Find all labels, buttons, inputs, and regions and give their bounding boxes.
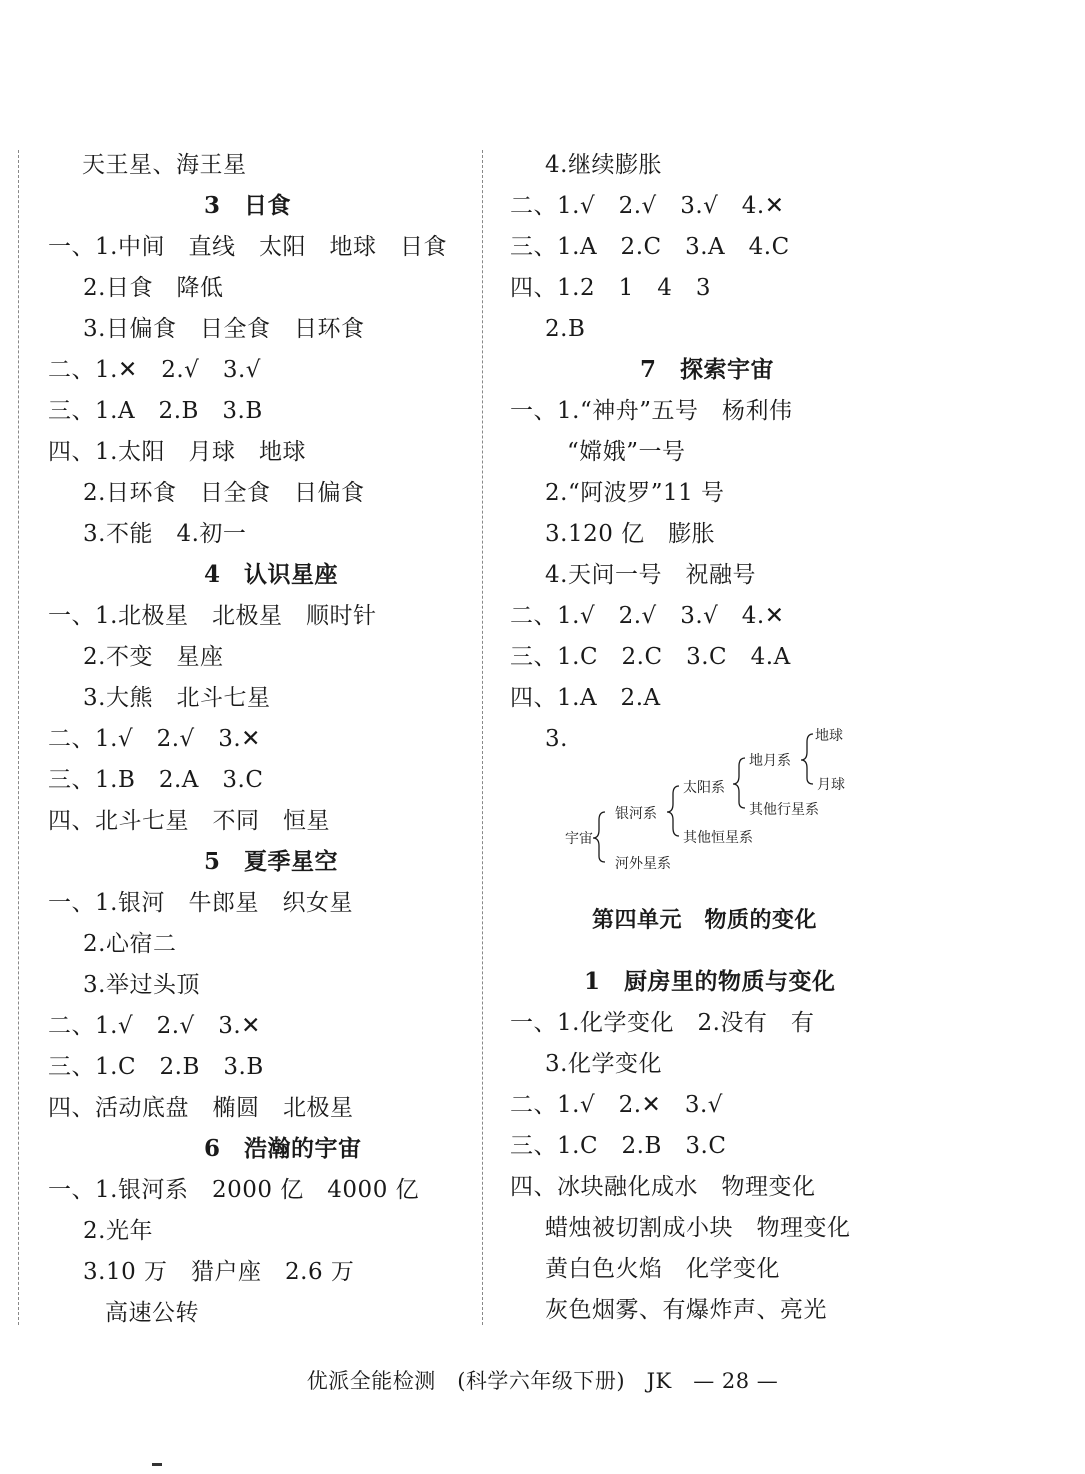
tree-earth: 地球 — [815, 728, 843, 744]
answer-line: “嫦娥”一号 — [567, 439, 686, 465]
tree-earth-moon-system: 地月系 — [749, 753, 791, 769]
tree-moon: 月球 — [817, 777, 845, 793]
answer-line: 四、1.太阳 月球 地球 — [48, 439, 306, 465]
answer-line: 一、1.化学变化 2.没有 有 — [510, 1010, 815, 1036]
column-divider — [482, 150, 483, 1325]
answer-line: 3.化学变化 — [545, 1051, 662, 1077]
answer-line: 4.天问一号 祝融号 — [545, 562, 756, 588]
answer-line: 3.大熊 北斗七星 — [83, 685, 271, 711]
answer-line: 2.心宿二 — [83, 931, 177, 957]
page-footer: 优派全能检测 (科学六年级下册) JK — 28 — — [306, 1369, 779, 1393]
answer-line: 2.B — [545, 316, 586, 342]
answer-line: 四、1.A 2.A — [510, 685, 661, 711]
answer-line: 2.不变 星座 — [83, 644, 224, 670]
scan-speck — [152, 1463, 162, 1466]
answer-line: 三、1.C 2.C 3.C 4.A — [510, 644, 791, 670]
answer-line: 四、冰块融化成水 物理变化 — [510, 1174, 816, 1200]
answer-line: 三、1.A 2.B 3.B — [48, 398, 263, 424]
answer-line: 四、活动底盘 椭圆 北极星 — [48, 1095, 354, 1121]
unit-heading: 第四单元 物质的变化 — [592, 907, 818, 933]
answer-line: 四、1.2 1 4 3 — [510, 275, 711, 301]
tree-other-star-systems: 其他恒星系 — [683, 830, 753, 846]
lesson-heading: 4 认识星座 — [204, 561, 339, 588]
answer-line: 四、北斗七星 不同 恒星 — [48, 808, 330, 834]
answer-line: 2.日环食 日全食 日偏食 — [83, 480, 365, 506]
tree-other-planetary-systems: 其他行星系 — [749, 802, 819, 818]
answer-line: 4.继续膨胀 — [545, 152, 662, 178]
lesson-heading: 3 日食 — [204, 192, 292, 219]
answer-line: 3.10 万 猎户座 2.6 万 — [83, 1259, 355, 1285]
answer-line: 一、1.“神舟”五号 杨利伟 — [510, 398, 793, 424]
lesson-heading: 6 浩瀚的宇宙 — [204, 1135, 362, 1162]
answer-line: 灰色烟雾、有爆炸声、亮光 — [545, 1297, 827, 1323]
answer-line: 3.日偏食 日全食 日环食 — [83, 316, 365, 342]
answer-line: 二、1.√ 2.√ 3.✕ — [48, 726, 261, 752]
lesson-heading: 7 探索宇宙 — [640, 356, 775, 383]
answer-line: 蜡烛被切割成小块 物理变化 — [545, 1215, 851, 1241]
answer-line: 三、1.B 2.A 3.C — [48, 767, 264, 793]
answer-line: 高速公转 — [105, 1300, 199, 1326]
answer-line: 三、1.C 2.B 3.B — [48, 1054, 264, 1080]
answer-line: 3.举过头顶 — [83, 972, 200, 998]
answer-line: 二、1.√ 2.✕ 3.√ — [510, 1092, 723, 1118]
tree-galaxy: 银河系 — [615, 806, 657, 822]
answer-line: 天王星、海王星 — [82, 152, 247, 178]
answer-line: 三、1.C 2.B 3.C — [510, 1133, 727, 1159]
answer-line: 二、1.✕ 2.√ 3.√ — [48, 357, 261, 383]
answer-line: 黄白色火焰 化学变化 — [545, 1256, 780, 1282]
answer-line: 3.120 亿 膨胀 — [545, 521, 716, 547]
answer-line: 二、1.√ 2.√ 3.√ 4.✕ — [510, 193, 785, 219]
answer-line: 三、1.A 2.C 3.A 4.C — [510, 234, 790, 260]
answer-line: 一、1.中间 直线 太阳 地球 日食 — [48, 234, 447, 260]
answer-line: 2.“阿波罗”11 号 — [545, 480, 725, 506]
answer-line: 一、1.银河系 2000 亿 4000 亿 — [48, 1177, 420, 1203]
lesson-heading: 1 厨房里的物质与变化 — [584, 968, 836, 995]
answer-line: 3.不能 4.初一 — [83, 521, 247, 547]
answer-line: 2.光年 — [83, 1218, 153, 1244]
tree-solar-system: 太阳系 — [683, 780, 725, 796]
answer-line: 一、1.银河 牛郎星 织女星 — [48, 890, 353, 916]
answer-line: 二、1.√ 2.√ 3.√ 4.✕ — [510, 603, 785, 629]
universe-structure-diagram — [555, 720, 875, 880]
left-margin-rule — [18, 150, 19, 1325]
answer-line: 2.日食 降低 — [83, 275, 224, 301]
answer-line: 3. — [545, 726, 568, 752]
answer-line: 一、1.北极星 北极星 顺时针 — [48, 603, 377, 629]
tree-outer-galaxies: 河外星系 — [615, 856, 671, 872]
tree-root: 宇宙 — [565, 831, 593, 847]
lesson-heading: 5 夏季星空 — [204, 848, 339, 875]
answer-line: 二、1.√ 2.√ 3.✕ — [48, 1013, 261, 1039]
